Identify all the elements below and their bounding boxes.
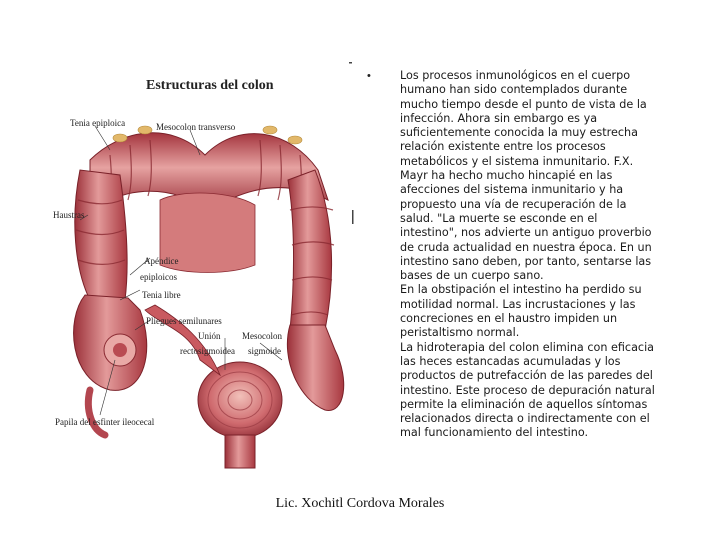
label-papila: Papila del esfinter ileocecal [55, 417, 155, 427]
label-mesocolon-transverso: Mesocolon transverso [156, 122, 236, 132]
paragraph: Los procesos inmunológicos en el cuerpo humano han sido contemplados durante mucho tiempo desde el punto de vista de la infección. Ahora sin embargo es ya suficientemente conocida la muy estrecha relación existente entre los procesos metabólicos y el sistema inmunitario. F.X. Mayr ha hecho mucho hincapié en las afecciones del sistema inmunitario y ha propuesto una vía de recuperación de la salud. "La muerte se esconde en el intestino", nos advierte un antiguo proverbio de cruda actualidad en nuestra época. En un intestino sano deben, por tanto, sentarse las bases de un cuerpo sano. [400, 69, 652, 283]
paragraph: En la obstipación el intestino ha perdido su motilidad normal. Las incrustaciones y las concreciones en el haustro impiden un peristaltismo normal. [400, 283, 642, 340]
bullet-dot: • [367, 70, 371, 82]
paragraph: La hidroterapia del colon elimina con eficacia las heces estancadas acumuladas y los productos de putrefacción de las paredes del intestino. Este proceso de depuración natural permite la eliminación de aquellos síntomas relacionados directa o indirectamente con el mal funcionamiento del intestino. [400, 340, 655, 440]
label-apendice: Apéndice [144, 256, 179, 266]
label-sigmoide: sigmoide [248, 346, 281, 356]
label-mesocolon: Mesocolon [242, 331, 282, 341]
label-haustras: Haustras [53, 210, 85, 220]
figure-title: Estructuras del colon [146, 78, 274, 93]
colon-figure [50, 60, 355, 470]
label-pliegues-semilunares: Pliegues semilunares [146, 316, 222, 326]
label-rectosigmoidea: rectosigmoidea [180, 346, 235, 356]
author-footer: Lic. Xochitl Cordova Morales [275, 496, 445, 511]
label-epiploicos: epiploicos [140, 272, 177, 282]
label-tenia-libre: Tenia libre [142, 290, 181, 300]
body-text [400, 69, 658, 441]
label-tenia-epiploica: Tenia epiploica [70, 118, 126, 128]
label-union: Unión [198, 331, 221, 341]
